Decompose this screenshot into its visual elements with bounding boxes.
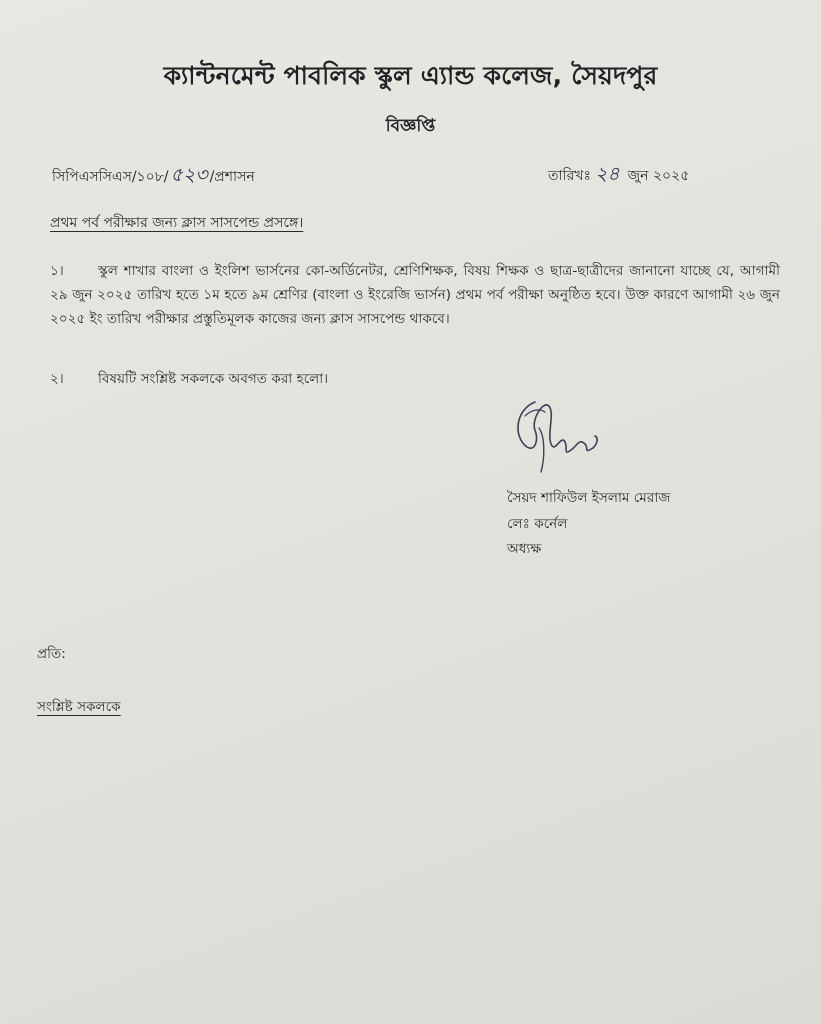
handwritten-signature [505,392,605,482]
date-handwritten-day: ২৪ [594,163,620,185]
date-label: তারিখঃ [548,168,591,184]
institution-title: ক্যান্টনমেন্ট পাবলিক স্কুল এ্যান্ড কলেজ, সৈয়দপুর [163,61,658,90]
signatory-designation: অধ্যক্ষ [507,541,542,557]
paragraph-1-number: ১। [50,263,64,279]
paragraph-1 [50,259,780,331]
signatory-name: সৈয়দ শাফিউল ইসলাম মেরাজ [507,490,671,506]
signatory-rank: লেঃ কর্নেল [507,516,568,532]
paragraph-2-number: ২। [50,371,64,387]
distribution-recipients: সংশ্লিষ্ট সকলকে [37,699,121,715]
issue-date [548,160,689,192]
reference-prefix: সিপিএসসিএস/১০৮/ [52,169,169,185]
reference-suffix: /প্রশাসন [209,169,255,185]
notice-heading: বিজ্ঞপ্তি [385,116,436,136]
date-month-year: জুন ২০২৫ [627,168,690,184]
distribution-label: প্রতি: [37,646,66,662]
subject-line: প্রথম পর্ব পরীক্ষার জন্য ক্লাস সাসপেন্ড প্রসঙ্গে। [50,215,304,231]
paragraph-2 [50,368,328,391]
paragraph-2-text: বিষয়টি সংশ্লিষ্ট সকলকে অবগত করা হলো। [98,371,329,387]
reference-handwritten-number: ৫২৩ [170,164,208,186]
paragraph-1-text: স্কুল শাখার বাংলা ও ইংলিশ ভার্সনের কো-অর্ডিনেটর, শ্রেণিশিক্ষক, বিষয় শিক্ষক ও ছাত্র-ছাত্রীদের জানানো যাচ্ছে যে, আগামী ২৯ জুন ২০২৫ তারিখ হতে ১ম হতে ৯ম শ্রেণির (বাংলা ও ইংরেজি ভার্সন) প্রথম পর্ব পরীক্ষা অনুষ্ঠিত হবে। উক্ত কারণে আগামী ২৬ জুন ২০২৫ ইং তারিখ পরীক্ষার প্রস্তুতিমূলক কাজের জন্য ক্লাস সাসপেন্ড থাকবে। [50,263,780,327]
reference-number [52,161,255,193]
